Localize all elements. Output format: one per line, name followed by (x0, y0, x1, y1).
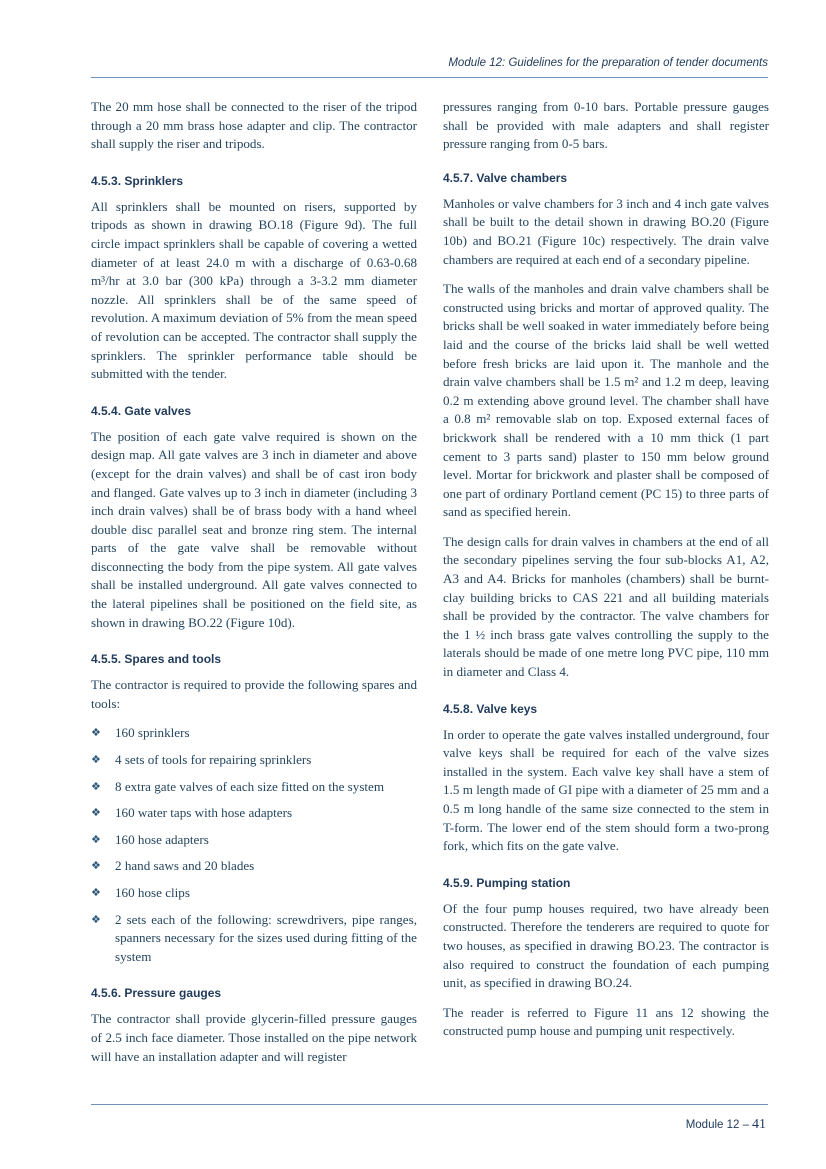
list-item: ❖ 2 hand saws and 20 blades (91, 857, 417, 876)
header-rule (91, 77, 768, 78)
spares-list (91, 724, 417, 966)
section-heading-sprinklers: 4.5.3. Sprinklers (91, 173, 184, 188)
diamond-bullet-icon: ❖ (91, 779, 101, 793)
valve-keys-paragraph: In order to operate the gate valves installed underground, four valve keys shall be required for each of the valve sizes installed in the system. Each valve key shall have a stem of 1.5 m length made of GI pipe with a diameter of 25 mm and a 0.5 m long handle of the same size connected to the stem in T-form. The lower end of the stem should form a two-prong fork, which fits on the gate valve. (443, 726, 769, 854)
section-heading-gate-valves: 4.5.4. Gate valves (91, 403, 192, 418)
diamond-bullet-icon: ❖ (91, 753, 101, 767)
list-item: ❖ 8 extra gate valves of each size fitted on the system (91, 778, 417, 797)
page-number: 41 (752, 1117, 766, 1132)
list-item: ❖ 4 sets of tools for repairing sprinklers (91, 751, 417, 770)
intro-paragraph: The 20 mm hose shall be connected to the riser of the tripod through a 20 mm brass hose adapter and clip. The contractor shall supply the riser and tripods. (91, 99, 417, 152)
sprinklers-paragraph: All sprinklers shall be mounted on risers, supported by tripods as shown in drawing BO.18 (Figure 9d). The full circle impact sprinklers shall be capable of covering a wetted diameter of at least 24.0 m with a discharge of 0.63-0.68 m³/hr at 3.0 bar (300 kPa) through a 3-3.2 mm diameter nozzle. All sprinklers shall be of the same speed of revolution. A maximum deviation of 5% from the mean speed of revolution can be accepted. The contractor shall supply the sprinklers. The sprinkler performance table should be submitted with the tender. (91, 198, 417, 382)
pressure-gauges-paragraph: The contractor shall provide glycerin-filled pressure gauges of 2.5 inch face diameter. Those installed on the pipe network will have an installation adapter and will register (91, 1011, 417, 1064)
page-footer (686, 1117, 766, 1133)
list-item: ❖ 160 sprinklers (91, 724, 417, 743)
section-heading-pumping-station: 4.5.9. Pumping station (443, 875, 571, 890)
valve-chambers-paragraph-2: The walls of the manholes and drain valve chambers shall be constructed using bricks and mortar of approved quality. The bricks shall be well soaked in water immediately before being laid and the course of the bricks laid shall be well wetted before fresh bricks are laid upon it. The manhole and the drain valve chambers shall be 1.5 m² and 1.2 m deep, leaving 0.2 m extending above ground level. The chamber shall have a 0.8 m² removable slab on top. Exposed external faces of brickwork shall be rendered with a 10 mm thick (1 part cement to 3 parts sand) plaster to 150 mm below ground level. Mortar for brickwork and plaster shall be composed of one part of ordinary Portland cement (PC 15) to three parts of sand as specified herein. (443, 281, 769, 520)
list-item: ❖ 160 hose adapters (91, 831, 417, 850)
diamond-bullet-icon: ❖ (91, 726, 101, 740)
section-heading-valve-chambers: 4.5.7. Valve chambers (443, 170, 568, 185)
valve-chambers-paragraph-1: Manholes or valve chambers for 3 inch and 4 inch gate valves shall be built to the detail shown in drawing BO.20 (Figure 10b) and BO.21 (Figure 10c) respectively. The drain valve chambers are required at each end of a secondary pipeline. (443, 195, 769, 267)
diamond-bullet-icon: ❖ (91, 886, 101, 899)
footer-label: Module 12 – (685, 1119, 749, 1131)
footer-rule (91, 1104, 768, 1105)
diamond-bullet-icon: ❖ (91, 806, 101, 820)
list-item: ❖ 160 water taps with hose adapters (91, 804, 417, 823)
pumping-paragraph-1: Of the four pump houses required, two have already been constructed. Therefore the tenderers are required to quote for two houses, as specified in drawing BO.23. The contractor is also required to construct the foundation of each pumping unit, as specified in drawing BO.24. (443, 900, 769, 991)
gate-valves-paragraph: The position of each gate valve required is shown on the design map. All gate valves are 3 inch in diameter and above (except for the drain valves) and shall be of cast iron body and flanged. Gate valves up to 3 inch in diameter (including 3 inch drain valves) shall be of brass body with a hand wheel double disc parallel seat and bronze ring stem. The internal parts of the gate valve shall be removable without disconnecting the body from the pipe system. All gate valves shall be installed underground. All gate valves connected to the lateral pipelines shall be positioned on the field site, as shown in drawing BO.22 (Figure 10d). (91, 428, 417, 630)
valve-chambers-paragraph-3: The design calls for drain valves in chambers at the end of all the secondary pipelines serving the four sub-blocks A1, A2, A3 and A4. Bricks for manholes (chambers) shall be burnt-clay building bricks to CAS 221 and all building materials shall be provided by the contractor. The valve chambers for the 1 ½ inch brass gate valves controlling the supply to the laterals should be made of one metre long PVC pipe, 110 mm in diameter and Class 4. (443, 533, 769, 680)
list-item: ❖ 160 hose clips (91, 884, 417, 903)
continuation-paragraph: pressures ranging from 0-10 bars. Portable pressure gauges shall be provided with male adapters and shall register pressure ranging from 0-5 bars. (443, 99, 769, 152)
right-column (443, 98, 769, 1052)
list-item: ❖ 2 sets each of the following: screwdrivers, pipe ranges, spanners necessary for the sizes used during fitting of the system (91, 911, 417, 964)
running-header: Module 12: Guidelines for the preparation of tender documents (448, 57, 768, 69)
left-column (91, 98, 417, 1077)
diamond-bullet-icon: ❖ (91, 912, 101, 926)
section-heading-valve-keys: 4.5.8. Valve keys (443, 701, 538, 716)
section-heading-pressure-gauges: 4.5.6. Pressure gauges (91, 986, 222, 1001)
section-heading-spares: 4.5.5. Spares and tools (91, 652, 222, 667)
spares-paragraph: The contractor is required to provide the following spares and tools: (91, 677, 417, 711)
diamond-bullet-icon: ❖ (91, 859, 101, 873)
diamond-bullet-icon: ❖ (91, 832, 101, 846)
pumping-paragraph-2: The reader is referred to Figure 11 ans 12 showing the constructed pump house and pumping unit respectively. (443, 1004, 769, 1039)
